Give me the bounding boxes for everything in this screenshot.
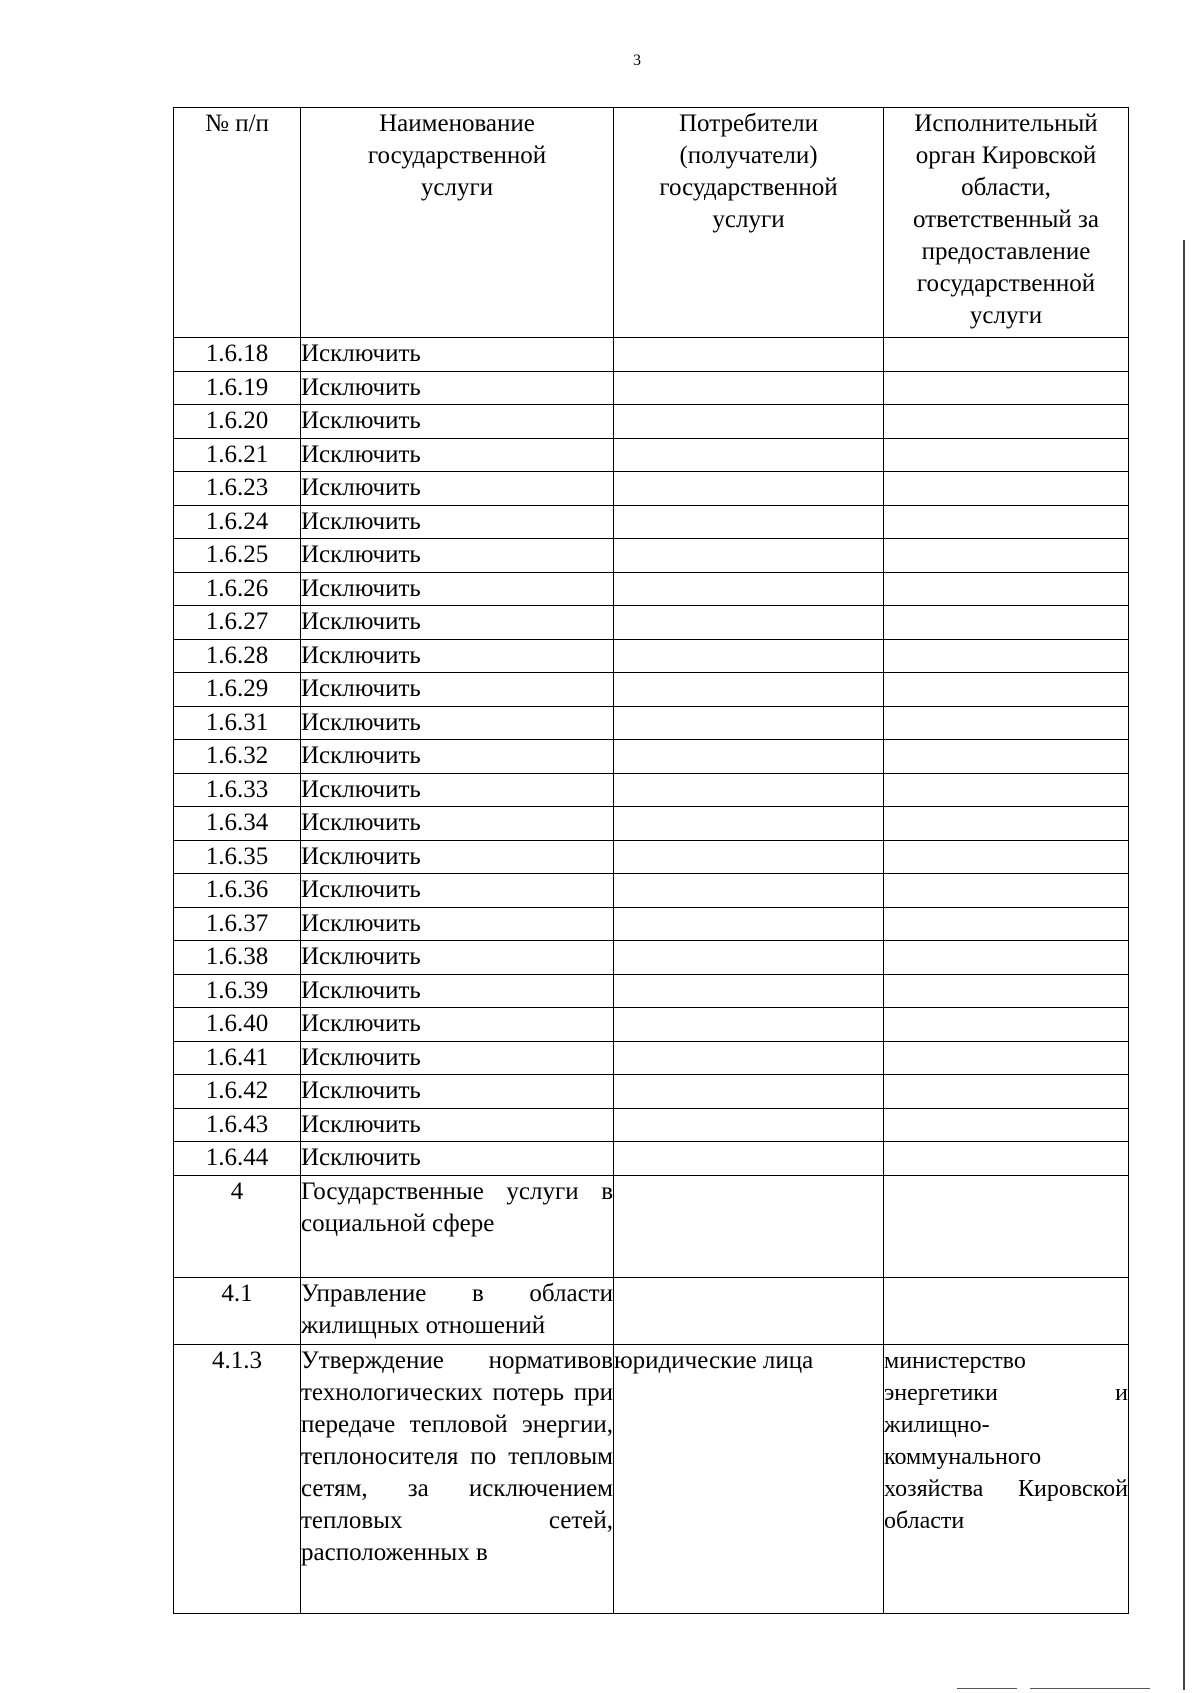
row-authority: [884, 1142, 1129, 1176]
header-consumers: Потребители (получатели) государственной услуги: [614, 108, 884, 338]
row-number: 1.6.43: [174, 1108, 301, 1142]
row-consumers: юридические лица: [614, 1344, 884, 1613]
table-row: [174, 874, 1129, 908]
row-consumers: [614, 1008, 884, 1042]
row-service-name: Исключить: [301, 740, 614, 774]
row-authority: [884, 639, 1129, 673]
row-service-name: Исключить: [301, 807, 614, 841]
table-row: [174, 1041, 1129, 1075]
row-authority: [884, 1108, 1129, 1142]
row-authority: [884, 572, 1129, 606]
row-number: 4: [174, 1175, 301, 1277]
row-authority: [884, 874, 1129, 908]
row-service-name: Исключить: [301, 405, 614, 439]
scan-bottom-line: [1030, 1688, 1150, 1689]
table-row: [174, 1142, 1129, 1176]
row-service-name: Исключить: [301, 974, 614, 1008]
row-authority: [884, 405, 1129, 439]
row-number: 1.6.40: [174, 1008, 301, 1042]
table-row: [174, 505, 1129, 539]
row-service-name: Исключить: [301, 606, 614, 640]
row-authority: [884, 1008, 1129, 1042]
row-number: 1.6.35: [174, 840, 301, 874]
row-authority: [884, 740, 1129, 774]
row-service-name: Исключить: [301, 438, 614, 472]
section-row-4-1: [174, 1277, 1129, 1344]
row-number: 1.6.23: [174, 472, 301, 506]
row-service-name: Исключить: [301, 1008, 614, 1042]
row-consumers: [614, 1142, 884, 1176]
table-row: [174, 907, 1129, 941]
table-row: [174, 706, 1129, 740]
row-service-name: Исключить: [301, 874, 614, 908]
table-row: [174, 639, 1129, 673]
row-number: 1.6.18: [174, 338, 301, 372]
row-consumers: [614, 673, 884, 707]
row-number: 1.6.27: [174, 606, 301, 640]
row-number: 1.6.28: [174, 639, 301, 673]
row-number: 1.6.39: [174, 974, 301, 1008]
row-number: 1.6.32: [174, 740, 301, 774]
table-row: [174, 539, 1129, 573]
row-number: 1.6.21: [174, 438, 301, 472]
row-service-name: Исключить: [301, 706, 614, 740]
table-header-row: [174, 108, 1129, 338]
row-authority: [884, 1175, 1129, 1277]
table-row: [174, 1008, 1129, 1042]
row-number: 1.6.31: [174, 706, 301, 740]
row-service-name: Исключить: [301, 639, 614, 673]
row-number: 1.6.33: [174, 773, 301, 807]
table-row: [174, 1075, 1129, 1109]
row-number: 1.6.20: [174, 405, 301, 439]
row-consumers: [614, 773, 884, 807]
row-consumers: [614, 472, 884, 506]
row-number: 4.1: [174, 1277, 301, 1344]
row-consumers: [614, 807, 884, 841]
row-authority: [884, 505, 1129, 539]
row-service-name: Исключить: [301, 1142, 614, 1176]
row-authority: [884, 773, 1129, 807]
row-consumers: [614, 1108, 884, 1142]
row-service-name: Исключить: [301, 572, 614, 606]
row-authority: [884, 706, 1129, 740]
row-consumers: [614, 706, 884, 740]
row-service-name: Исключить: [301, 907, 614, 941]
row-consumers: [614, 974, 884, 1008]
row-consumers: [614, 907, 884, 941]
row-number: 4.1.3: [174, 1344, 301, 1613]
row-authority: [884, 472, 1129, 506]
table-row: [174, 371, 1129, 405]
row-service-name: Исключить: [301, 773, 614, 807]
row-service-name: Исключить: [301, 1075, 614, 1109]
row-consumers: [614, 371, 884, 405]
table-row: [174, 807, 1129, 841]
table-row: [174, 974, 1129, 1008]
row-authority: [884, 1277, 1129, 1344]
row-authority: [884, 941, 1129, 975]
row-consumers: [614, 941, 884, 975]
row-service-name: Исключить: [301, 338, 614, 372]
row-authority: [884, 840, 1129, 874]
row-service-name: Исключить: [301, 941, 614, 975]
table-row: [174, 472, 1129, 506]
row-authority: [884, 1075, 1129, 1109]
services-table: [173, 107, 1129, 1614]
row-number: 1.6.44: [174, 1142, 301, 1176]
row-consumers: [614, 606, 884, 640]
item-row-4-1-3: [174, 1344, 1129, 1613]
row-service-name: Исключить: [301, 472, 614, 506]
table-row: [174, 338, 1129, 372]
table-row: [174, 1108, 1129, 1142]
table-row: [174, 438, 1129, 472]
row-service-name: Исключить: [301, 673, 614, 707]
row-number: 1.6.41: [174, 1041, 301, 1075]
header-service-name: Наименование государственной услуги: [301, 108, 614, 338]
row-service-name: Управление в области жилищных отношений: [301, 1277, 614, 1344]
row-service-name: Утверждение нормативов технологических потерь при передаче тепловой энергии, теплоносителя по тепловым сетям, за исключением тепловых сетей, расположенных в: [301, 1344, 614, 1613]
row-consumers: [614, 840, 884, 874]
page-number: 3: [633, 52, 641, 69]
row-service-name: Исключить: [301, 371, 614, 405]
row-consumers: [614, 1041, 884, 1075]
row-authority: [884, 807, 1129, 841]
row-service-name: Исключить: [301, 840, 614, 874]
row-service-name: Исключить: [301, 539, 614, 573]
row-consumers: [614, 505, 884, 539]
table-row: [174, 941, 1129, 975]
table-row: [174, 773, 1129, 807]
row-consumers: [614, 639, 884, 673]
row-number: 1.6.29: [174, 673, 301, 707]
row-authority: [884, 338, 1129, 372]
row-authority: [884, 438, 1129, 472]
row-consumers: [614, 438, 884, 472]
row-authority: [884, 1041, 1129, 1075]
table-row: [174, 606, 1129, 640]
row-number: 1.6.42: [174, 1075, 301, 1109]
section-row-4: [174, 1175, 1129, 1277]
row-number: 1.6.37: [174, 907, 301, 941]
row-consumers: [614, 1075, 884, 1109]
row-authority: [884, 974, 1129, 1008]
header-number: № п/п: [174, 108, 301, 338]
row-number: 1.6.24: [174, 505, 301, 539]
row-authority: министерство энергетики и жилищно-коммунального хозяйства Кировской области: [884, 1344, 1129, 1613]
row-consumers: [614, 572, 884, 606]
row-service-name: Исключить: [301, 1041, 614, 1075]
scan-bottom-line: [957, 1688, 1017, 1689]
row-consumers: [614, 405, 884, 439]
row-number: 1.6.34: [174, 807, 301, 841]
table-row: [174, 405, 1129, 439]
table-row: [174, 740, 1129, 774]
row-number: 1.6.25: [174, 539, 301, 573]
row-number: 1.6.19: [174, 371, 301, 405]
row-consumers: [614, 1175, 884, 1277]
row-number: 1.6.26: [174, 572, 301, 606]
row-consumers: [614, 1277, 884, 1344]
scan-edge-line: [1183, 240, 1185, 1690]
table-row: [174, 572, 1129, 606]
table-row: [174, 673, 1129, 707]
row-service-name: Исключить: [301, 1108, 614, 1142]
row-authority: [884, 371, 1129, 405]
row-authority: [884, 606, 1129, 640]
row-authority: [884, 907, 1129, 941]
row-authority: [884, 673, 1129, 707]
row-consumers: [614, 338, 884, 372]
header-authority: Исполнительный орган Кировской области, ответственный за предоставление государственной услуги: [884, 108, 1129, 338]
row-service-name: Государственные услуги в социальной сфере: [301, 1175, 614, 1277]
row-consumers: [614, 740, 884, 774]
row-consumers: [614, 874, 884, 908]
row-service-name: Исключить: [301, 505, 614, 539]
row-consumers: [614, 539, 884, 573]
row-number: 1.6.38: [174, 941, 301, 975]
row-number: 1.6.36: [174, 874, 301, 908]
table-row: [174, 840, 1129, 874]
row-authority: [884, 539, 1129, 573]
